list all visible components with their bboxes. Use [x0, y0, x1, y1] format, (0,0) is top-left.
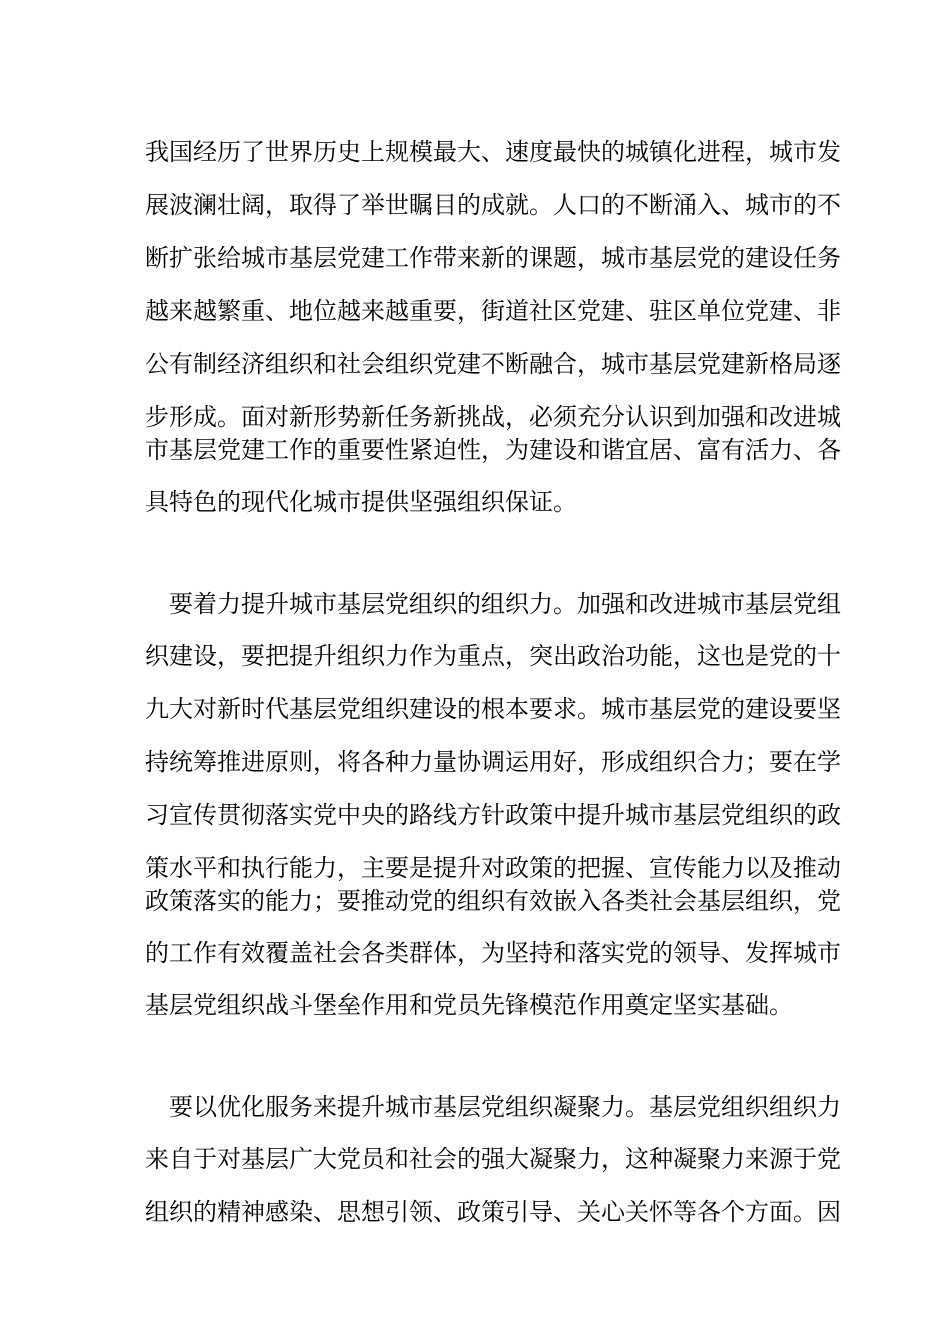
text-line: 九大对新时代基层党组织建设的根本要求。城市基层党的建设要坚 [145, 695, 841, 723]
text-line: 织建设，要把提升组织力作为重点，突出政治功能，这也是党的十 [145, 642, 841, 670]
text-line: 策水平和执行能力，主要是提升对政策的把握、宣传能力以及推动 [145, 854, 841, 882]
text-line: 持统筹推进原则，将各种力量协调运用好，形成组织合力；要在学 [145, 748, 841, 776]
text-line: 的工作有效覆盖社会各类群体，为坚持和落实党的领导、发挥城市 [145, 939, 841, 967]
text-line: 展波澜壮阔，取得了举世瞩目的成就。人口的不断涌入、城市的不 [145, 191, 841, 219]
text-line: 公有制经济组织和社会组织党建不断融合，城市基层党建新格局逐 [145, 350, 841, 378]
text-line: 我国经历了世界历史上规模最大、速度最快的城镇化进程，城市发 [145, 138, 841, 166]
text-line: 断扩张给城市基层党建工作带来新的课题，城市基层党的建设任务 [145, 244, 841, 272]
text-line: 要着力提升城市基层党组织的组织力。加强和改进城市基层党组 [169, 590, 841, 618]
text-line: 习宣传贯彻落实党中央的路线方针政策中提升城市基层党组织的政 [145, 801, 841, 829]
text-line: 步形成。面对新形势新任务新挑战，必须充分认识到加强和改进城 [145, 403, 841, 431]
text-line: 具特色的现代化城市提供坚强组织保证。 [145, 488, 577, 516]
text-line: 越来越繁重、地位越来越重要，街道社区党建、驻区单位党建、非 [145, 297, 841, 325]
text-line: 政策落实的能力；要推动党的组织有效嵌入各类社会基层组织，党 [145, 887, 841, 915]
text-line: 基层党组织战斗堡垒作用和党员先锋模范作用奠定坚实基础。 [145, 991, 793, 1019]
text-line: 要以优化服务来提升城市基层党组织凝聚力。基层党组织组织力 [169, 1093, 841, 1121]
text-line: 组织的精神感染、思想引领、政策引导、关心关怀等各个方面。因 [145, 1198, 841, 1226]
text-line: 市基层党建工作的重要性紧迫性，为建设和谐宜居、富有活力、各 [145, 436, 841, 464]
text-line: 来自于对基层广大党员和社会的强大凝聚力，这种凝聚力来源于党 [145, 1145, 841, 1173]
